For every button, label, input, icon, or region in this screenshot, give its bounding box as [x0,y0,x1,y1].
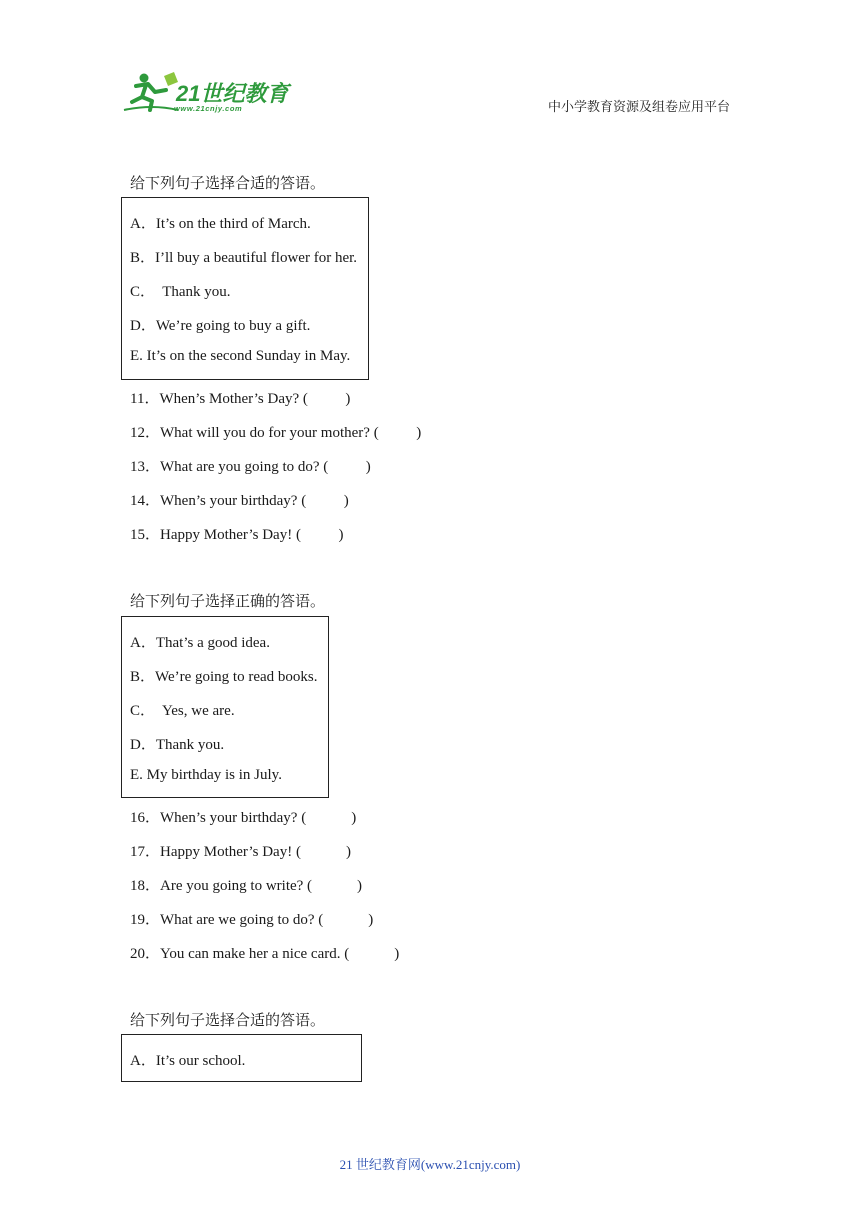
option: A．It’s on the third of March. [130,216,311,232]
option: B．We’re going to read books. [130,669,318,685]
footer-text: 21 世纪教育网(www.21cnjy.com) [339,1157,521,1172]
site-logo [122,70,292,116]
option: C． Thank you. [130,284,231,300]
option: D．We’re going to buy a gift. [130,318,311,334]
question-item: 14．When’s your birthday? ( ) [130,493,349,509]
option: D．Thank you. [130,737,225,753]
question-item: 17．Happy Mother’s Day! ( ) [130,844,351,860]
question-item: 12．What will you do for your mother? ( ) [130,425,422,441]
option: C． Yes, we are. [130,703,235,719]
logo-text: 21世纪教育 [176,81,289,106]
question-item: 11．When’s Mother’s Day? ( ) [130,391,351,407]
question-item: 18．Are you going to write? ( ) [130,878,363,894]
question-item: 20．You can make her a nice card. ( ) [130,946,400,962]
question-item: 16．When’s your birthday? ( ) [130,810,357,826]
option: A．It’s our school. [130,1053,246,1069]
option: A．That’s a good idea. [130,635,270,651]
question-item: 15．Happy Mother’s Day! ( ) [130,527,344,543]
question-item: 13．What are you going to do? ( ) [130,459,371,475]
section-2-heading: 给下列句子选择正确的答语。 [130,594,326,610]
section-3-heading: 给下列句子选择合适的答语。 [130,1013,326,1029]
option: E. It’s on the second Sunday in May. [130,348,351,364]
option: E. My birthday is in July. [130,767,282,783]
question-item: 19．What are we going to do? ( ) [130,912,374,928]
section-1-heading: 给下列句子选择合适的答语。 [130,176,326,192]
logo-url: www.21cnjy.com [174,104,243,113]
platform-tagline: 中小学教育资源及组卷应用平台 [548,99,731,114]
option: B．I’ll buy a beautiful flower for her. [130,250,358,266]
